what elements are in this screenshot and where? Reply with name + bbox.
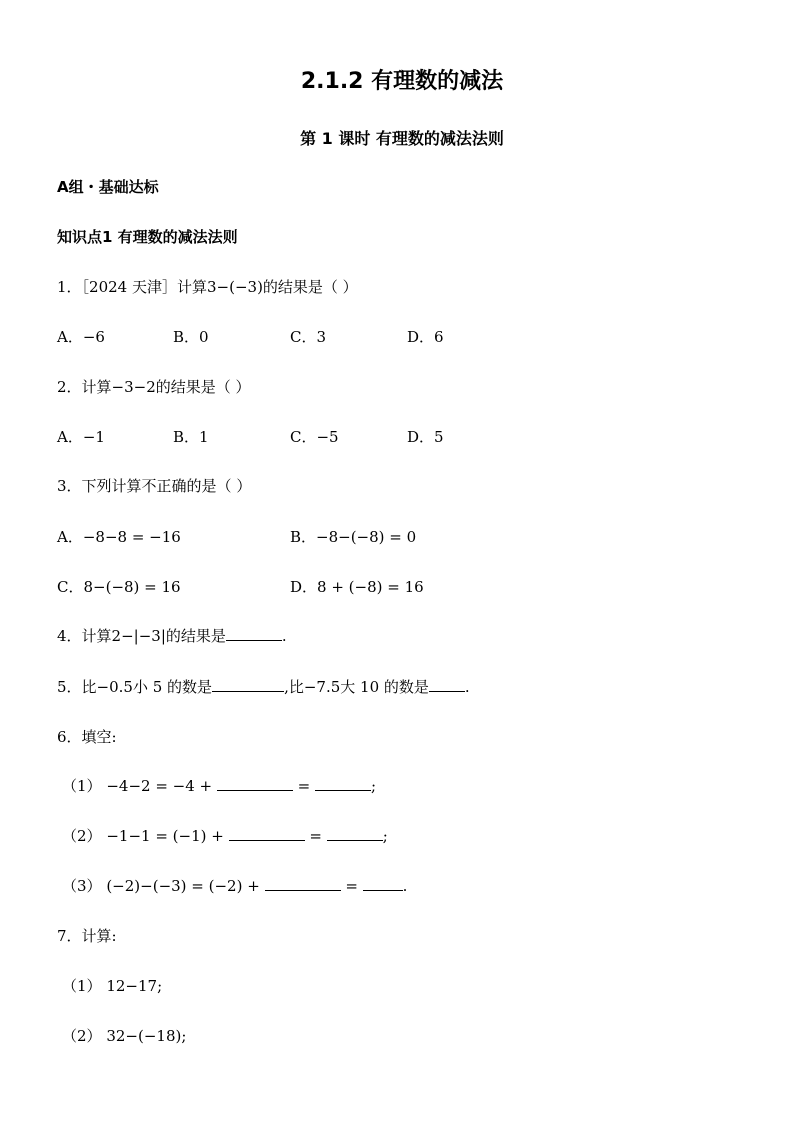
answer-blank[interactable] <box>212 676 284 692</box>
sub-label: （2） <box>62 1027 102 1045</box>
question-number: 7． <box>57 927 82 945</box>
answer-blank[interactable] <box>315 775 371 791</box>
question-number: 6． <box>57 728 82 746</box>
knowledge-heading: 知识点1 有理数的减法法则 <box>57 228 238 246</box>
option-d: D．5 <box>407 428 444 446</box>
option-c: C．3 <box>290 328 327 346</box>
sub-end: ; <box>382 827 388 845</box>
subquestion-6-2 <box>62 825 388 846</box>
subquestion-7-2 <box>62 1025 186 1046</box>
option-a: A．−1 <box>57 428 105 446</box>
option-b: B．0 <box>173 328 209 346</box>
question-2 <box>57 376 251 397</box>
question-number: 1． <box>57 278 82 296</box>
sub-expression: −1−1 = (−1) + <box>106 827 229 845</box>
question-text: ［2024 天津］计算3−(−3)的结果是（ ） <box>81 278 358 296</box>
question-text: 比−0.5小 5 的数是 <box>81 678 213 696</box>
sub-expression: (−2)−(−3) = (−2) + <box>106 877 265 895</box>
question-text: 计算: <box>81 927 117 945</box>
answer-blank[interactable] <box>429 676 465 692</box>
question-text: 下列计算不正确的是（ ） <box>81 477 252 495</box>
subquestion-6-3 <box>62 875 407 896</box>
sub-label: （3） <box>62 877 102 895</box>
question-6 <box>57 726 117 747</box>
option-d: D．8 + (−8) = 16 <box>290 578 424 596</box>
sub-end: ; <box>370 777 377 795</box>
question-text-end: . <box>464 678 470 696</box>
sub-label: （2） <box>62 827 102 845</box>
question-1 <box>57 276 358 297</box>
question-text: 填空: <box>81 728 117 746</box>
sub-expression: 32−(−18); <box>106 1027 187 1045</box>
answer-blank[interactable] <box>265 875 341 891</box>
sub-expression: 12−17; <box>106 977 163 995</box>
answer-blank[interactable] <box>217 775 293 791</box>
option-a: A．−6 <box>57 328 105 346</box>
option-c: C．−5 <box>290 428 339 446</box>
question-number: 2． <box>57 378 82 396</box>
sub-expression: −4−2 = −4 + <box>106 777 217 795</box>
option-a: A．−8−8 = −16 <box>57 528 181 546</box>
answer-blank[interactable] <box>229 825 305 841</box>
subquestion-6-1 <box>62 775 376 796</box>
sub-label: （1） <box>62 777 102 795</box>
equals-sign: = <box>292 777 315 795</box>
equals-sign: = <box>304 827 327 845</box>
question-number: 4． <box>57 627 82 645</box>
question-7 <box>57 925 117 946</box>
question-text: 计算2−|−3|的结果是 <box>81 627 226 645</box>
equals-sign: = <box>340 877 363 895</box>
answer-blank[interactable] <box>226 625 282 641</box>
option-c: C．8−(−8) = 16 <box>57 578 181 596</box>
question-4 <box>57 625 287 646</box>
question-text-mid: ,比−7.5大 10 的数是 <box>284 678 429 696</box>
answer-blank[interactable] <box>363 875 403 891</box>
option-b: B．1 <box>173 428 209 446</box>
question-3 <box>57 475 251 496</box>
lesson-subtitle: 第 1 课时 有理数的减法法则 <box>300 129 504 148</box>
sub-end: . <box>402 877 408 895</box>
sub-label: （1） <box>62 977 102 995</box>
question-text-end: . <box>281 627 287 645</box>
question-number: 5． <box>57 678 82 696</box>
subquestion-7-1 <box>62 975 162 996</box>
page-title: 2.1.2 有理数的减法 <box>300 69 504 94</box>
answer-blank[interactable] <box>327 825 383 841</box>
question-number: 3． <box>57 477 82 495</box>
option-b: B．−8−(−8) = 0 <box>290 528 417 546</box>
group-heading: A组・基础达标 <box>57 178 159 196</box>
option-d: D．6 <box>407 328 444 346</box>
question-text: 计算−3−2的结果是（ ） <box>81 378 251 396</box>
question-5 <box>57 676 470 697</box>
